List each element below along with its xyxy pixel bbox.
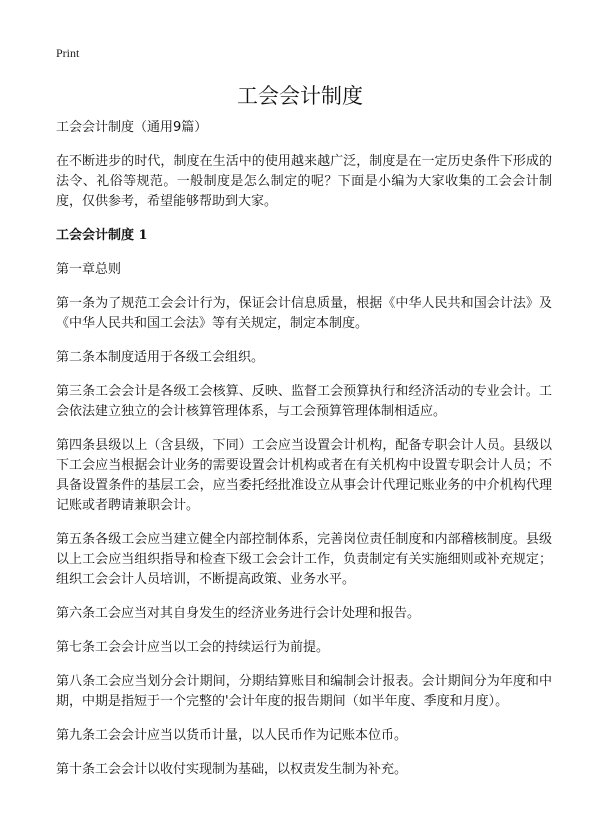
article-paragraph: 第二条本制度适用于各级工会组织。 xyxy=(56,350,265,365)
article-paragraph: 第五条各级工会应当建立健全内部控制体系，完善岗位责任制度和内部稽核制度。县级以上工会应当组织指导和检查下级工会会计工作，负责制定有关实施细则或补充规定；组织工会会计人员培训，不断提高政策、业务水平。 xyxy=(56,532,552,587)
document-body xyxy=(56,118,552,794)
article-paragraph: 第八条工会应当划分会计期间，分期结算账目和编制会计报表。会计期间分为年度和中期，中期是指短于一个完整的'会计年度的报告期间（如半年度、季度和月度）。 xyxy=(56,674,552,709)
article-paragraph: 第一条为了规范工会会计行为，保证会计信息质量，根据《中华人民共和国会计法》及《中华人民共和国工会法》等有关规定，制定本制度。 xyxy=(56,296,552,331)
document-subtitle: 工会会计制度（通用9篇） xyxy=(56,120,208,135)
article-paragraph: 第十条工会会计以收付实现制为基础，以权责发生制为补充。 xyxy=(56,762,408,777)
article-paragraph: 第四条县级以上（含县级，下同）工会应当设置会计机构，配备专职会计人员。县级以下工会应当根据会计业务的需要设置会计机构或者在有关机构中设置专职会计人员；不具备设置条件的基层工会，应当委托经批准设立从事会计代理记账业务的中介机构代理记账或者聘请兼职会计。 xyxy=(56,438,552,513)
chapter-heading: 第一章总则 xyxy=(56,262,122,277)
section-heading: 工会会计制度 1 xyxy=(56,228,148,243)
print-link[interactable]: Print xyxy=(56,46,80,60)
article-paragraph: 第七条工会会计应当以工会的持续运行为前提。 xyxy=(56,640,330,655)
document-title: 工会会计制度 xyxy=(237,84,363,108)
article-paragraph: 第六条工会应当对其自身发生的经济业务进行会计处理和报告。 xyxy=(56,606,421,621)
intro-paragraph: 在不断进步的时代，制度在生活中的使用越来越广泛，制度是在一定历史条件下形成的法令、礼俗等规范。一般制度是怎么制定的呢？下面是小编为大家收集的工会会计制度，仅供参考，希望能够帮助到大家。 xyxy=(56,154,552,209)
article-paragraph: 第三条工会会计是各级工会核算、反映、监督工会预算执行和经济活动的专业会计。工会依法建立独立的会计核算管理体系，与工会预算管理体制相适应。 xyxy=(56,384,552,419)
article-paragraph: 第九条工会会计应当以货币计量，以人民币作为记账本位币。 xyxy=(56,728,408,743)
